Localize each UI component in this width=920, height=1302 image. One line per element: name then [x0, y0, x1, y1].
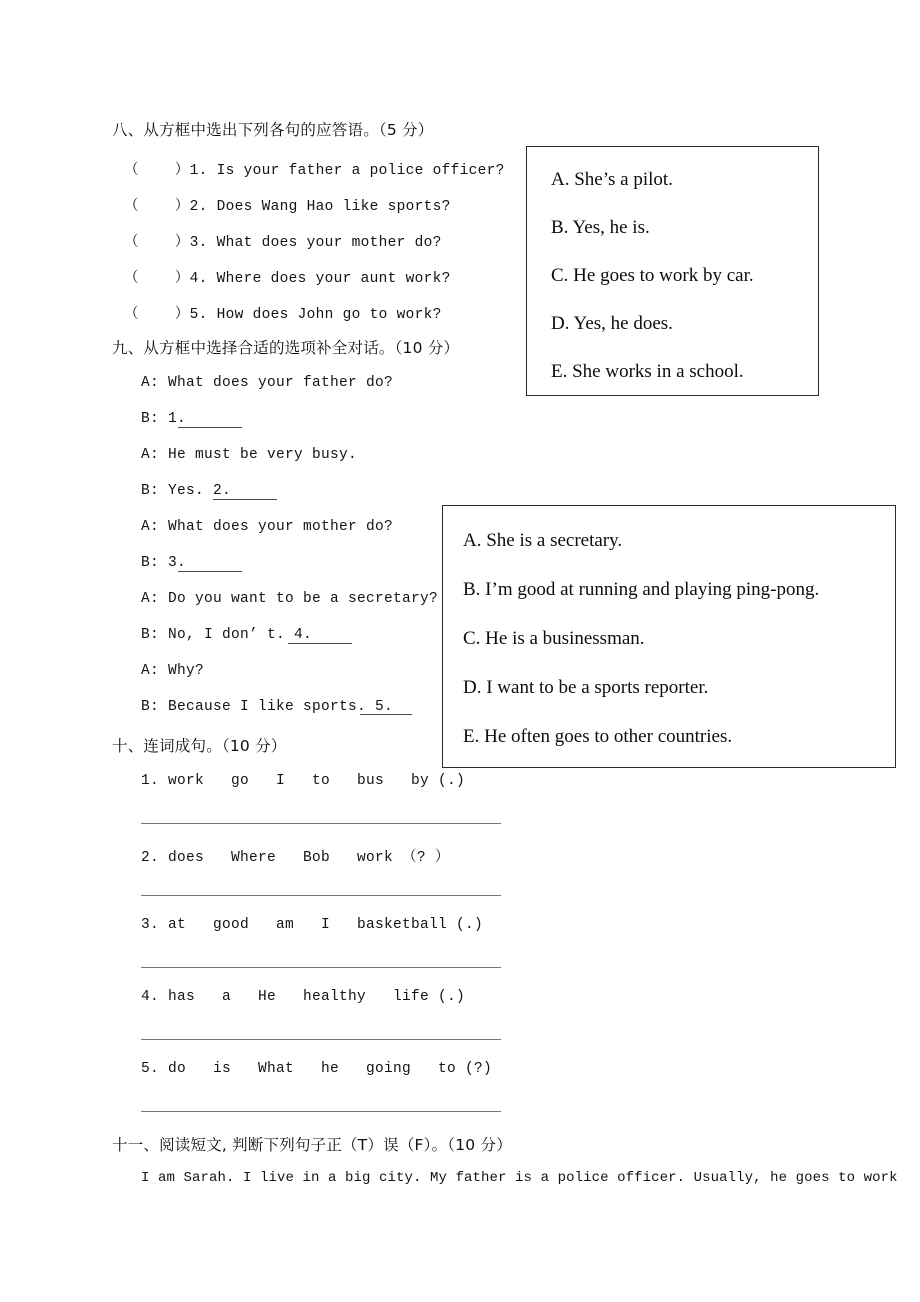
option-item: C. He goes to work by car.	[551, 265, 754, 286]
dialogue-line: B: 3.	[141, 555, 187, 571]
section-heading-nine: 九、从方框中选择合适的选项补全对话。（10 分）	[112, 339, 460, 357]
answer-rule-4[interactable]	[141, 1039, 501, 1040]
word-order-item: 3. at good am I basketball (.)	[141, 917, 484, 933]
answer-blank-2[interactable]	[213, 499, 277, 500]
question-item: （ ）2. Does Wang Hao like sports?	[124, 199, 451, 215]
question-item: （ ）1. Is your father a police officer?	[124, 163, 505, 179]
question-item: （ ）5. How does John go to work?	[124, 307, 442, 323]
question-item: （ ）4. Where does your aunt work?	[124, 271, 451, 287]
answer-rule-5[interactable]	[141, 1111, 501, 1112]
answer-blank-3[interactable]	[178, 571, 242, 572]
dialogue-line: A: What does your mother do?	[141, 519, 394, 535]
answer-blank-4[interactable]	[288, 643, 352, 644]
dialogue-line: A: Do you want to be a secretary?	[141, 591, 439, 607]
dialogue-line: B: 1.	[141, 411, 187, 427]
word-order-item: 4. has a He healthy life (.)	[141, 989, 466, 1005]
option-item: B. I’m good at running and playing ping-pong.	[463, 579, 820, 600]
option-item: A. She’s a pilot.	[551, 169, 673, 190]
answer-rule-3[interactable]	[141, 967, 501, 968]
answer-blank-5[interactable]	[360, 714, 412, 715]
option-item: D. I want to be a sports reporter.	[463, 677, 709, 698]
answer-blank-1[interactable]	[178, 427, 242, 428]
dialogue-line: A: What does your father do?	[141, 375, 394, 391]
answer-rule-1[interactable]	[141, 823, 501, 824]
word-order-item: 5. do is What he going to (?)	[141, 1061, 493, 1077]
option-box-nine	[442, 505, 896, 768]
dialogue-line: A: He must be very busy.	[141, 447, 358, 463]
dialogue-line: B: Because I like sports. 5.	[141, 699, 394, 715]
option-item: E. She works in a school.	[551, 361, 744, 382]
option-item: B. Yes, he is.	[551, 217, 650, 238]
option-item: C. He is a businessman.	[463, 628, 645, 649]
word-order-item: 2. does Where Bob work （? ）	[141, 850, 450, 866]
answer-rule-2[interactable]	[141, 895, 501, 896]
section-heading-ten: 十、连词成句。（10 分）	[112, 737, 287, 755]
dialogue-line: B: Yes. 2.	[141, 483, 232, 499]
option-box-eight	[526, 146, 819, 396]
word-order-item: 1. work go I to bus by (.)	[141, 773, 466, 789]
option-item: D. Yes, he does.	[551, 313, 673, 334]
section-heading-eight: 八、从方框中选出下列各句的应答语。（5 分）	[112, 121, 434, 139]
section-heading-eleven: 十一、阅读短文, 判断下列句子正（T）误（F）。（10 分）	[112, 1136, 512, 1154]
dialogue-line: A: Why?	[141, 663, 205, 679]
option-item: A. She is a secretary.	[463, 530, 623, 551]
question-item: （ ）3. What does your mother do?	[124, 235, 442, 251]
option-item: E. He often goes to other countries.	[463, 726, 733, 747]
dialogue-line: B: No, I don’ t. 4.	[141, 627, 313, 643]
reading-passage: I am Sarah. I live in a big city. My father is a police officer. Usually, he goes to work	[141, 1170, 898, 1186]
